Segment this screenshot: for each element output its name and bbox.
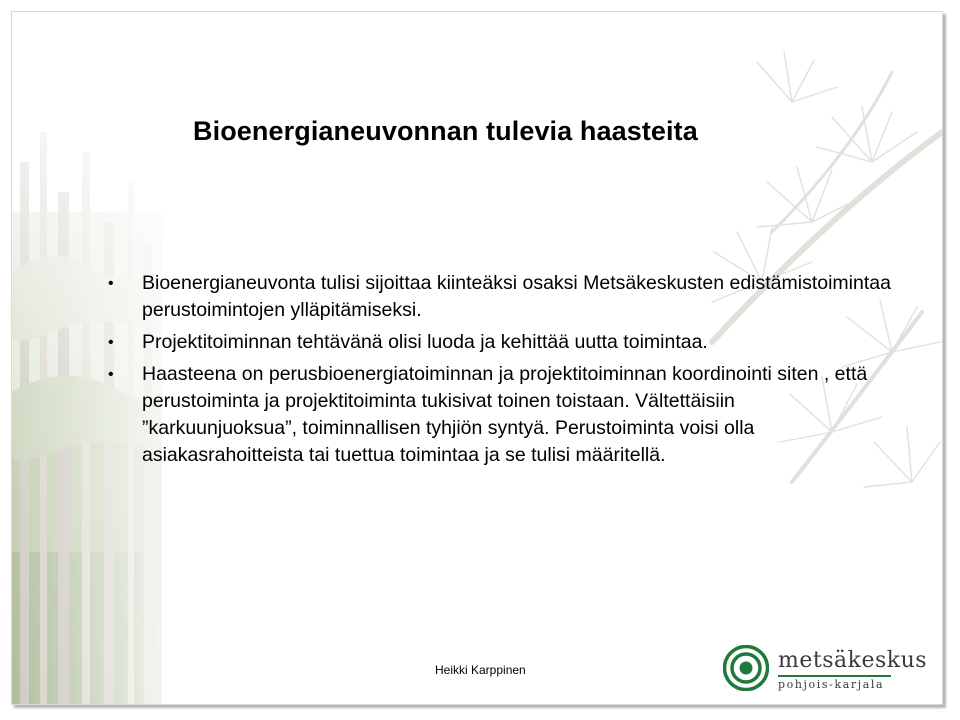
logo-subtitle: pohjois-karjala	[778, 678, 885, 691]
logo-name: metsäkeskus	[778, 648, 928, 673]
bullet-text: Haasteena on perusbioenergiatoiminnan ja projektitoiminnan koordinointi siten , että perustoiminta ja projektitoiminta tukisivat toinen toistaan. Vältettäisiin ”karkuunjuoksua”, toiminnallisen tyhjiön syntyä. Perustoiminta voisi olla asiakasrahoitteista tai tuettua toimintaa ja se tulisi määritellä.	[142, 363, 868, 466]
bullet-text: Bioenergianeuvonta tulisi sijoittaa kiinteäksi osaksi Metsäkeskusten edistämistoimintaa perustoimintojen ylläpitämiseksi.	[142, 272, 891, 321]
bullet-list	[105, 270, 895, 474]
slide-title: Bioenergianeuvonnan tulevia haasteita	[193, 116, 698, 146]
slide	[11, 11, 943, 705]
bullet-marker: •	[108, 366, 114, 383]
bullet-marker: •	[108, 275, 114, 292]
bullet-text: Projektitoiminnan tehtävänä olisi luoda ja kehittää uutta toimintaa.	[142, 331, 708, 353]
bullet-item	[105, 361, 895, 469]
logo-divider	[778, 675, 891, 677]
target-logo-icon	[723, 645, 769, 691]
bullet-item	[105, 329, 895, 356]
footer-author: Heikki Karppinen	[435, 663, 526, 677]
bullet-marker: •	[108, 334, 114, 351]
metsakeskus-logo	[723, 645, 928, 697]
bullet-item	[105, 270, 895, 324]
